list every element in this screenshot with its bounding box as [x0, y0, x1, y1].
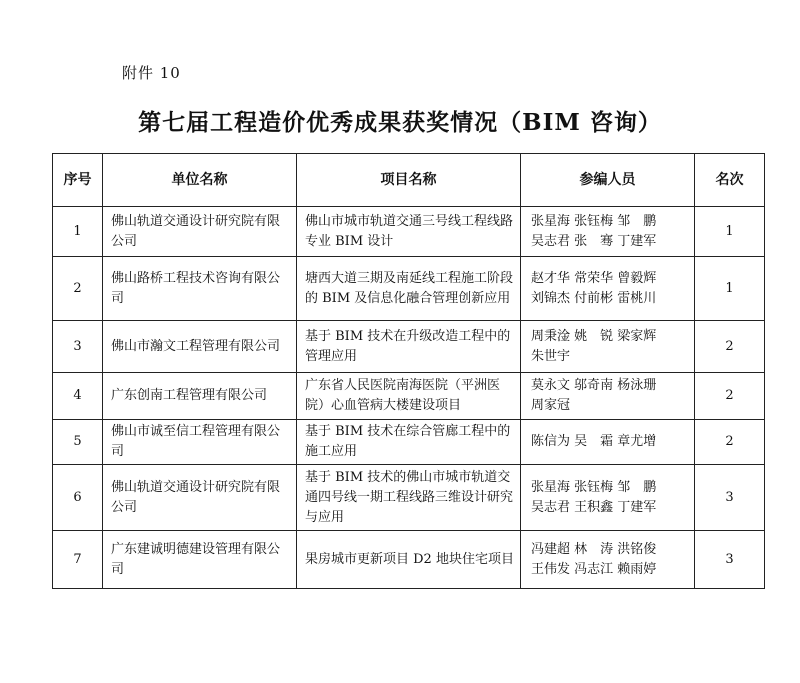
awards-table [52, 153, 765, 589]
cell-unit: 佛山轨道交通设计研究院有限公司 [103, 465, 297, 531]
people-line: 吴志君 王积鑫 丁建军 [531, 499, 657, 515]
cell-no: 7 [53, 531, 103, 589]
cell-no: 3 [53, 321, 103, 373]
cell-unit: 佛山路桥工程技术咨询有限公司 [103, 257, 297, 321]
cell-unit: 佛山市诚至信工程管理有限公司 [103, 420, 297, 465]
header-rank: 名次 [695, 154, 765, 207]
cell-project: 基于 BIM 技术在升级改造工程中的管理应用 [297, 321, 521, 373]
cell-project: 基于 BIM 技术在综合管廊工程中的施工应用 [297, 420, 521, 465]
header-project: 项目名称 [297, 154, 521, 207]
people-line: 张星海 张钰梅 邹 鹏 [531, 213, 657, 229]
header-unit: 单位名称 [103, 154, 297, 207]
attachment-label: 附件 10 [122, 64, 181, 82]
cell-rank: 2 [695, 373, 765, 420]
cell-no: 1 [53, 207, 103, 257]
cell-people [521, 420, 695, 465]
people-line: 周家冠 [531, 398, 571, 413]
cell-unit: 佛山轨道交通设计研究院有限公司 [103, 207, 297, 257]
cell-rank: 1 [695, 257, 765, 321]
cell-no: 6 [53, 465, 103, 531]
cell-no: 4 [53, 373, 103, 420]
cell-project: 塘西大道三期及南延线工程施工阶段的 BIM 及信息化融合管理创新应用 [297, 257, 521, 321]
people-line: 陈信为 吴 霜 章尤增 [531, 434, 657, 449]
table-row [53, 257, 765, 321]
table-row [53, 373, 765, 420]
table-row [53, 465, 765, 531]
cell-people [521, 257, 695, 321]
people-line: 朱世宇 [531, 348, 571, 364]
header-people: 参编人员 [521, 154, 695, 207]
table-header-row [53, 154, 765, 207]
people-line: 赵才华 常荣华 曾毅辉 [531, 270, 657, 286]
people-line: 王伟发 冯志江 赖雨婷 [531, 561, 657, 577]
header-no: 序号 [53, 154, 103, 207]
cell-rank: 3 [695, 465, 765, 531]
cell-project: 果房城市更新项目 D2 地块住宅项目 [297, 531, 521, 589]
cell-people [521, 531, 695, 589]
cell-people [521, 321, 695, 373]
cell-no: 5 [53, 420, 103, 465]
document-title: 第七届工程造价优秀成果获奖情况（BIM 咨询） [138, 109, 662, 136]
cell-unit: 广东建诚明德建设管理有限公司 [103, 531, 297, 589]
table-row [53, 207, 765, 257]
cell-people [521, 373, 695, 420]
people-line: 周秉淦 姚 锐 梁家辉 [531, 328, 657, 344]
cell-unit: 佛山市瀚文工程管理有限公司 [103, 321, 297, 373]
cell-people [521, 207, 695, 257]
cell-rank: 3 [695, 531, 765, 589]
cell-project: 佛山市城市轨道交通三号线工程线路专业 BIM 设计 [297, 207, 521, 257]
people-line: 吴志君 张 骞 丁建军 [531, 233, 657, 249]
people-line: 张星海 张钰梅 邹 鹏 [531, 479, 657, 495]
cell-project: 广东省人民医院南海医院（平洲医院）心血管病大楼建设项目 [297, 373, 521, 420]
cell-rank: 2 [695, 321, 765, 373]
cell-rank: 1 [695, 207, 765, 257]
table-row [53, 321, 765, 373]
cell-unit: 广东创南工程管理有限公司 [103, 373, 297, 420]
cell-people [521, 465, 695, 531]
table-row [53, 531, 765, 589]
people-line: 冯建超 林 涛 洪铭俊 [531, 541, 657, 557]
cell-rank: 2 [695, 420, 765, 465]
people-line: 莫永文 邬奇南 杨泳珊 [531, 378, 657, 393]
people-line: 刘锦杰 付前彬 雷桃川 [531, 290, 657, 306]
cell-project: 基于 BIM 技术的佛山市城市轨道交通四号线一期工程线路三维设计研究与应用 [297, 465, 521, 531]
cell-no: 2 [53, 257, 103, 321]
table-row [53, 420, 765, 465]
